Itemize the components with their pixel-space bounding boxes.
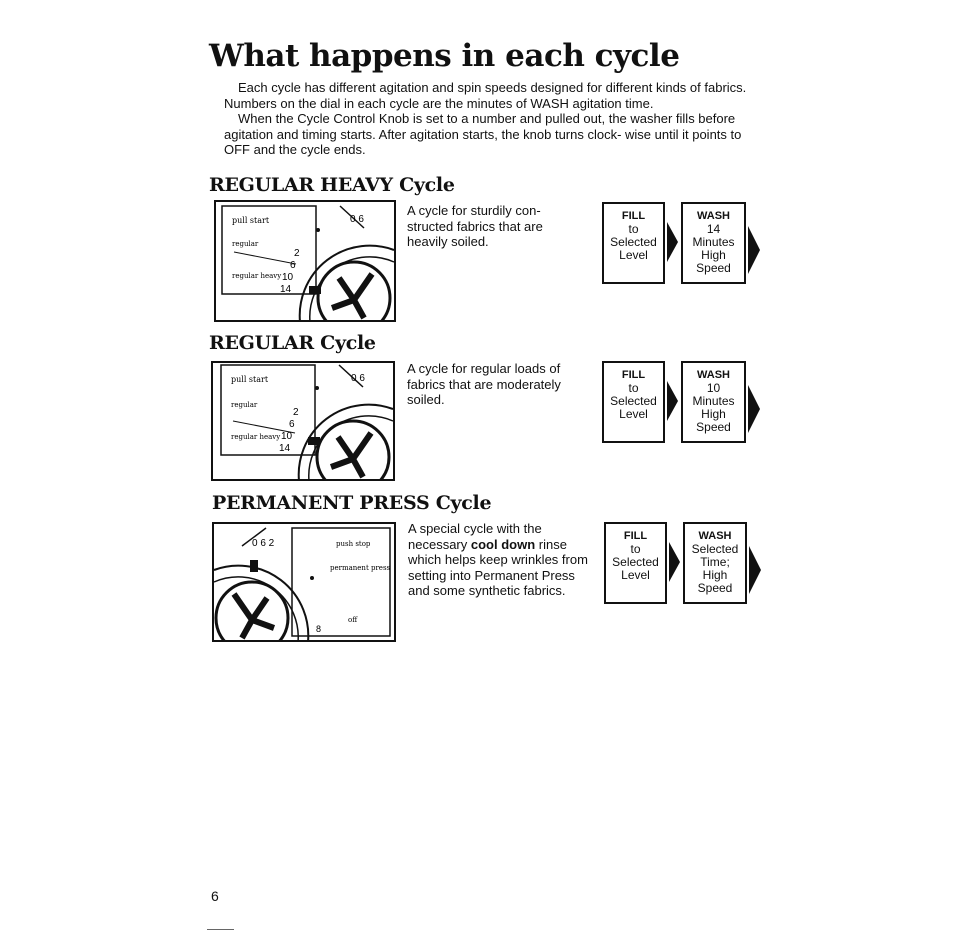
dial-label-regular-heavy: regular heavy [232, 272, 282, 280]
dial-label-push-stop: push stop [336, 540, 371, 548]
wash-line: Speed [696, 261, 731, 275]
dial-number: 8 [316, 624, 322, 634]
regular-heavy-wash-box [681, 202, 746, 284]
intro-text [224, 80, 754, 158]
wash-label: WASH [698, 530, 732, 542]
fill-line: to [630, 542, 641, 556]
wash-line: High [702, 568, 728, 582]
wash-line: High [701, 248, 726, 262]
regular-fill-box [602, 361, 665, 443]
wash-label: WASH [697, 369, 730, 381]
dial-number: 6 [289, 419, 295, 430]
dial-label-pull-start: pull start [232, 216, 270, 225]
dial-number-top: 0 6 2 [252, 538, 275, 549]
dial-label-regular-heavy: regular heavy [231, 433, 281, 441]
right-arrow-icon [748, 385, 760, 433]
dial-label-off: off [348, 616, 358, 624]
wash-line: Minutes [692, 235, 735, 249]
dial-number: 14 [279, 443, 291, 454]
permanent-press-fill-box [604, 522, 667, 604]
dial-number-top: 0 6 [351, 373, 365, 384]
wash-line: High [701, 407, 726, 421]
dial-number: 14 [280, 284, 292, 295]
permanent-press-wash-box [683, 522, 747, 604]
permanent-press-description [408, 521, 593, 599]
regular-wash-box [681, 361, 746, 443]
right-arrow-icon [669, 542, 680, 582]
dial-number: 6 [290, 260, 296, 271]
regular-heavy-description: A cycle for sturdily con- structed fabrics that are heavily soiled. [407, 203, 543, 249]
wash-label: WASH [697, 210, 730, 222]
right-arrow-icon [667, 222, 678, 262]
description-text: rinse which helps keep wrinkles from setting into Permanent Press and some synthetic fabrics. [408, 536, 588, 598]
dial-label-regular: regular [232, 240, 259, 248]
fill-line: Level [619, 248, 648, 262]
fill-line: to [628, 381, 639, 395]
wash-line: Time; [700, 555, 730, 569]
dial-label-regular: regular [231, 401, 258, 409]
fill-line: Level [621, 568, 650, 582]
description-text: A special cycle with the necessary [408, 521, 542, 552]
wash-line: 14 [706, 222, 721, 236]
wash-line: 10 [706, 381, 721, 395]
description-emphasis: cool down [470, 536, 536, 552]
permanent-press-heading: PERMANENT PRESS Cycle [212, 492, 492, 514]
dial-number: 2 [294, 248, 300, 259]
right-arrow-icon [667, 381, 678, 421]
dial-label-pull-start: pull start [231, 375, 269, 384]
regular-description: A cycle for regular loads of fabrics that are moderately soiled. [407, 361, 561, 407]
regular-heavy-dial-illustration [214, 200, 396, 322]
wash-line: Selected [691, 542, 739, 556]
right-arrow-icon [748, 226, 760, 274]
fill-line: Selected [612, 555, 659, 569]
regular-dial-illustration [211, 361, 395, 481]
dial-number-top: 0 6 [350, 214, 364, 225]
regular-heavy-heading: REGULAR HEAVY Cycle [209, 174, 455, 196]
footer-rule [207, 929, 234, 930]
dial-number: 10 [281, 431, 293, 442]
dial-number: 10 [282, 272, 294, 283]
fill-label: FILL [621, 210, 646, 222]
fill-label: FILL [623, 530, 648, 542]
page-number: 6 [211, 888, 219, 904]
dial-label-permanent-press: permanent press [330, 564, 391, 572]
fill-line: Selected [610, 235, 657, 249]
fill-label: FILL [621, 369, 646, 381]
fill-line: Level [619, 407, 648, 421]
dial-number: 2 [293, 407, 299, 418]
intro-paragraph-2: When the Cycle Control Knob is set to a number and pulled out, the washer fills before agitation and timing starts. After agitation starts, the knob turns clock- wise until it points to OFF and the cycle ends. [224, 111, 742, 157]
wash-line: Speed [696, 420, 731, 434]
regular-heading: REGULAR Cycle [209, 332, 376, 354]
fill-line: to [628, 222, 639, 236]
regular-heavy-fill-box [602, 202, 665, 284]
right-arrow-icon [749, 546, 761, 594]
wash-line: Speed [697, 581, 733, 595]
fill-line: Selected [610, 394, 657, 408]
page-title: What happens in each cycle [209, 38, 680, 74]
wash-line: Minutes [692, 394, 735, 408]
permanent-press-dial-illustration [212, 522, 396, 642]
intro-paragraph-1: Each cycle has different agitation and spin speeds designed for different kinds of fabrics. Numbers on the dial in each cycle are the minutes of WASH agitation time. [224, 80, 747, 111]
